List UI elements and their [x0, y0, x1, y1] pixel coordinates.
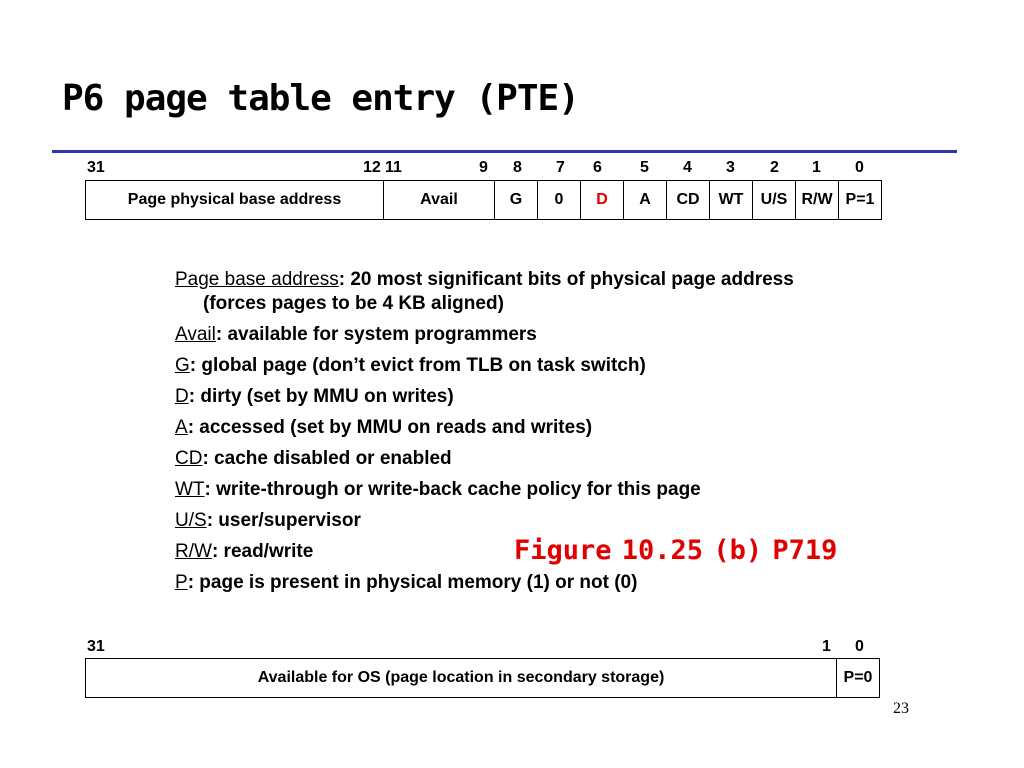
figure-reference: Figure 10.25 (b) P719	[514, 535, 838, 566]
description-item	[175, 509, 855, 533]
pte-not-present-row	[86, 659, 880, 698]
description-item	[175, 447, 855, 471]
description-text: : write-through or write-back cache policy for this page	[204, 479, 701, 500]
description-text: : page is present in physical memory (1) or not (0)	[187, 572, 638, 593]
bit-number: 31	[87, 159, 105, 176]
field-a: A	[624, 181, 667, 220]
field-wt: WT	[710, 181, 753, 220]
field-rw: R/W	[796, 181, 839, 220]
field-available-for-os: Available for OS (page location in secondary storage)	[86, 659, 837, 698]
description-item	[175, 478, 855, 502]
description-term: P	[175, 572, 188, 593]
field-p: P=1	[839, 181, 882, 220]
bit-number: 12	[363, 159, 381, 176]
bit-number: 6	[593, 159, 602, 176]
description-text: : available for system programmers	[215, 324, 537, 345]
description-term: Avail	[175, 324, 216, 345]
description-term: CD	[175, 448, 203, 469]
description-text: : accessed (set by MMU on reads and writes)	[187, 417, 593, 438]
field-p-zero: P=0	[837, 659, 880, 698]
field-cd: CD	[667, 181, 710, 220]
description-item	[175, 385, 855, 409]
bit-number: 0	[855, 159, 864, 176]
bit-number: 3	[726, 159, 735, 176]
bit-number: 11	[385, 159, 402, 176]
pte-not-present-bit-numbers	[85, 638, 880, 658]
description-term: WT	[175, 479, 205, 500]
description-term: D	[175, 386, 189, 407]
pte-present-table	[85, 180, 882, 220]
description-item	[175, 416, 855, 440]
page-number: 23	[893, 700, 909, 717]
bit-number: 1	[822, 638, 831, 655]
bit-number: 9	[479, 159, 488, 176]
description-item	[175, 323, 855, 347]
field-g: G	[495, 181, 538, 220]
bit-number: 8	[513, 159, 522, 176]
description-item	[175, 571, 855, 595]
bit-number: 1	[812, 159, 821, 176]
description-term: U/S	[175, 510, 207, 531]
bit-number: 0	[855, 638, 864, 655]
description-item	[175, 268, 855, 316]
field-avail: Avail	[384, 181, 495, 220]
pte-present-row	[86, 181, 882, 220]
title-divider	[52, 150, 957, 153]
pte-not-present-table	[85, 658, 880, 698]
description-text: : global page (don’t evict from TLB on task switch)	[189, 355, 646, 376]
description-text: : user/supervisor	[206, 510, 361, 531]
bit-number: 4	[683, 159, 692, 176]
description-text: : read/write	[211, 541, 314, 562]
description-text: : cache disabled or enabled	[202, 448, 452, 469]
bit-number: 7	[556, 159, 565, 176]
description-term: Page base address	[175, 269, 339, 290]
description-term: A	[175, 417, 188, 438]
bit-number: 31	[87, 638, 105, 655]
description-term: G	[175, 355, 190, 376]
field-zero: 0	[538, 181, 581, 220]
bit-number: 5	[640, 159, 649, 176]
slide-title: P6 page table entry (PTE)	[62, 78, 579, 119]
field-d: D	[581, 181, 624, 220]
description-text: : dirty (set by MMU on writes)	[188, 386, 454, 407]
field-page-base-address: Page physical base address	[86, 181, 384, 220]
bit-number: 2	[770, 159, 779, 176]
field-us: U/S	[753, 181, 796, 220]
description-term: R/W	[175, 541, 212, 562]
pte-present-bit-numbers	[85, 159, 880, 179]
description-item	[175, 354, 855, 378]
description-text: : 20 most significant bits of physical page address (forces pages to be 4 KB aligned)	[203, 269, 794, 314]
